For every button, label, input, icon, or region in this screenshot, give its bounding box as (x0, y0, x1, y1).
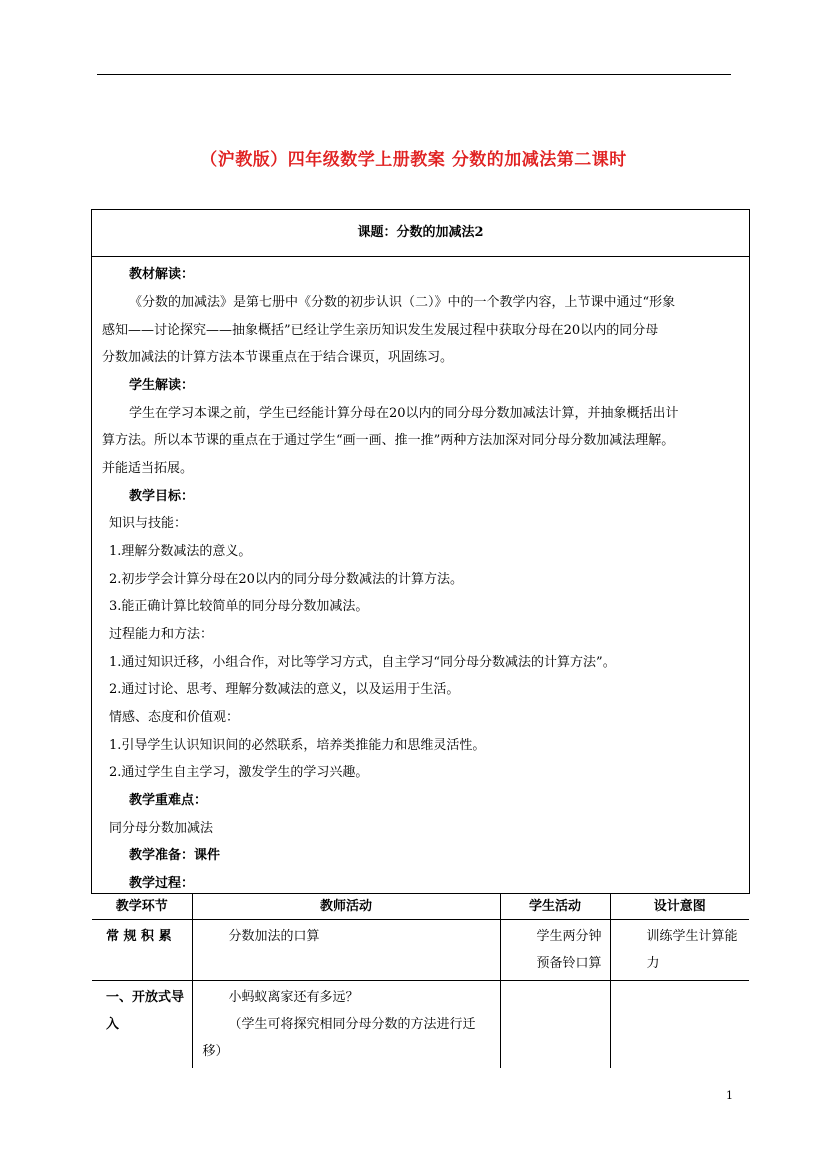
goal-item: 1.理解分数减法的意义。 (109, 544, 252, 559)
teacher-activity-question: 小蚂蚁离家还有多远？ (228, 990, 359, 1005)
key-points-text: 同分母分数加减法 (109, 821, 214, 836)
paragraph-line: 算方法。所以本节课的重点在于通过学生“画一画、推一推”两种方法加深对同分母分数加减法理解。 (102, 433, 675, 448)
course-title: 课题：分数的加减法2 (92, 210, 749, 257)
goal-item: 2.初步学会计算分母在20以内的同分母分数减法的计算方法。 (109, 572, 463, 587)
goal-subheading: 过程能力和方法： (109, 627, 214, 642)
table-row (92, 981, 749, 1069)
stage-cell: 常 规 积 累 (92, 920, 192, 981)
lesson-content (92, 257, 749, 893)
header-rule (97, 74, 731, 75)
column-header-student: 学生活动 (500, 894, 610, 920)
goal-item: 2.通过学生自主学习，激发学生的学习兴趣。 (109, 765, 369, 780)
stage-cell: 一、开放式导入 (92, 981, 192, 1069)
goal-item: 2.通过讨论、思考、理解分数减法的意义，以及运用于生活。 (109, 682, 460, 697)
section-heading-key-points: 教学重难点： (129, 793, 208, 808)
design-intent-cell (610, 981, 749, 1069)
section-heading-process: 教学过程： (129, 876, 195, 891)
goal-item: 1.引导学生认识知识间的必然联系，培养类推能力和思维灵活性。 (109, 738, 486, 753)
table-header-row (92, 894, 749, 920)
goal-subheading: 情感、态度和价值观： (109, 710, 240, 725)
paragraph-line: 感知——讨论探究——抽象概括”已经让学生亲历知识发生发展过程中获取分母在20以内的同分母 (102, 323, 659, 338)
document-title: （沪教版）四年级数学上册教案 分数的加减法第二课时 (200, 150, 627, 170)
paragraph-line: 《分数的加减法》是第七册中《分数的初步认识（二）》中的一个教学内容，上节课中通过“形象 (129, 295, 676, 310)
column-header-intent: 设计意图 (610, 894, 749, 920)
goal-item: 1.通过知识迁移，小组合作，对比等学习方式，自主学习“同分母分数减法的计算方法”。 (109, 655, 616, 670)
goal-subheading: 知识与技能： (109, 516, 188, 531)
paragraph-line: 并能适当拓展。 (102, 461, 194, 476)
section-heading-preparation: 教学准备：课件 (129, 848, 221, 863)
student-activity-cell (500, 981, 610, 1069)
page-number: 1 (726, 1089, 733, 1102)
student-activity-cell: 学生两分钟预备铃口算 (500, 920, 610, 981)
section-heading-students: 学生解读： (129, 378, 195, 393)
column-header-stage: 教学环节 (92, 894, 192, 920)
paragraph-line: 学生在学习本课之前，学生已经能计算分母在20以内的同分母分数加减法计算，并抽象概括出计 (129, 406, 679, 421)
teacher-activity-note: （学生可将探究相同分母分数的方法进行迁移） (202, 1017, 476, 1059)
paragraph-line: 分数加减法的计算方法本节课重点在于结合课页，巩固练习。 (102, 350, 454, 365)
teacher-activity-cell (192, 981, 500, 1069)
design-intent-cell: 训练学生计算能力 (610, 920, 749, 981)
teaching-process-table (92, 893, 749, 1068)
table-row (92, 920, 749, 981)
column-header-teacher: 教师活动 (192, 894, 500, 920)
section-heading-textbook: 教材解读： (129, 267, 195, 282)
teacher-activity-cell: 分数加法的口算 (192, 920, 500, 981)
lesson-plan-frame (91, 209, 750, 1059)
goal-item: 3.能正确计算比较简单的同分母分数加减法。 (109, 599, 369, 614)
section-heading-goals: 教学目标： (129, 489, 195, 504)
